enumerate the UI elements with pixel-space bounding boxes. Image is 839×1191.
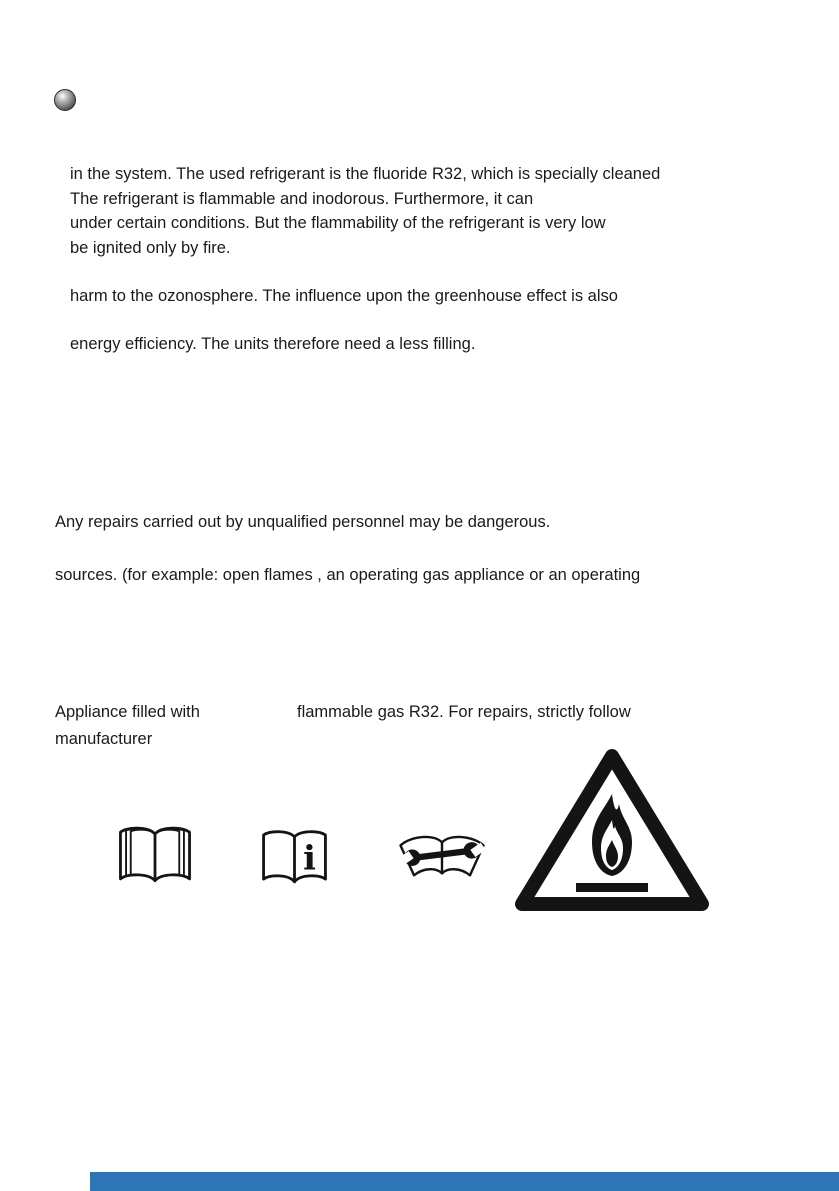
body-line: under certain conditions. But the flammability of the refrigerant is very low — [70, 214, 606, 232]
paragraph-ignition-sources: sources. (for example: open flames , an operating gas appliance or an operating — [55, 566, 641, 584]
paragraph-energy-efficiency: energy efficiency. The units therefore need a less filling. — [70, 335, 476, 353]
paragraph-appliance-filled-right: flammable gas R32. For repairs, strictly follow — [297, 703, 631, 721]
svg-text:i: i — [303, 837, 316, 878]
body-line: in the system. The used refrigerant is the fluoride R32, which is specially cleaned — [70, 165, 661, 183]
paragraph-appliance-filled-left: Appliance filled with — [55, 703, 200, 721]
paragraph-repairs-warning: Any repairs carried out by unqualified personnel may be dangerous. — [55, 513, 551, 531]
info-manual-icon — [257, 823, 332, 892]
body-line: The refrigerant is flammable and inodorous. Furthermore, it can — [70, 189, 534, 208]
footer-accent-bar — [90, 1172, 839, 1191]
paragraph-ozonosphere: harm to the ozonosphere. The influence upon the greenhouse effect is also — [70, 287, 618, 305]
paragraph-manufacturer: manufacturer — [55, 730, 153, 748]
paragraph-refrigerant — [70, 162, 660, 260]
open-manual-icon — [113, 818, 197, 893]
flammable-gas-warning-icon — [512, 744, 712, 916]
sphere-bullet-icon — [53, 88, 77, 112]
service-manual-icon — [393, 827, 491, 883]
body-line: be ignited only by fire. — [70, 238, 231, 257]
